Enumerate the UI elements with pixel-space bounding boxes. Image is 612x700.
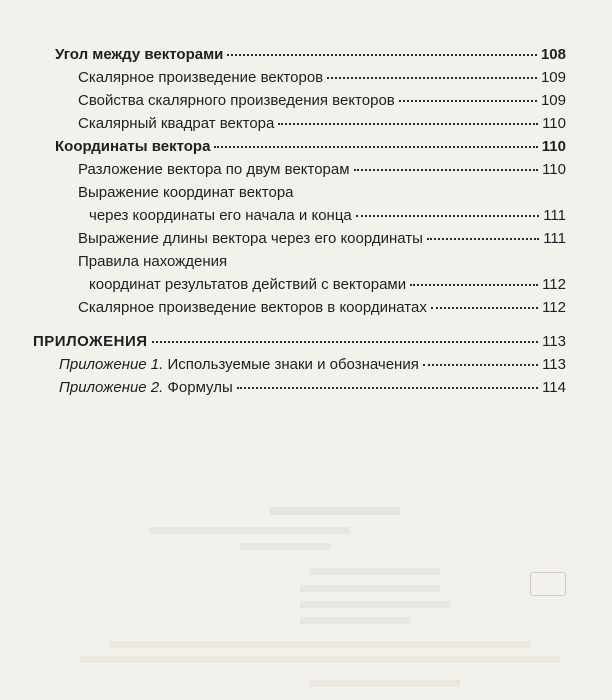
toc-entry-title: Координаты вектора <box>55 138 211 155</box>
toc-entry[interactable] <box>78 230 566 248</box>
toc-entry[interactable] <box>78 161 566 179</box>
toc-entry-page: 113 <box>542 356 566 373</box>
toc-entry[interactable] <box>59 379 566 397</box>
dot-leader <box>423 364 538 366</box>
toc-entry-title: через координаты его начала и конца <box>89 207 352 224</box>
toc-entry-title: Формулы <box>167 379 233 396</box>
toc-entry-page: 111 <box>543 207 566 224</box>
toc-entry-page: 110 <box>542 115 566 132</box>
toc-entry-title: Угол между векторами <box>55 46 224 63</box>
toc-entry[interactable] <box>78 69 566 87</box>
dot-leader <box>214 146 537 148</box>
toc-entry-title: Скалярное произведение векторов в координатах <box>78 299 427 316</box>
toc-entry[interactable] <box>89 276 566 294</box>
dot-leader <box>427 238 539 240</box>
toc-entry-title: Используемые знаки и обозначения <box>167 356 419 373</box>
toc-entry-title: Свойства скалярного произведения векторов <box>78 92 395 109</box>
dot-leader <box>152 341 539 343</box>
dot-leader <box>327 77 537 79</box>
dot-leader <box>354 169 539 171</box>
toc-entry[interactable] <box>89 207 566 225</box>
toc-entry-page: 110 <box>542 161 566 178</box>
toc-entry-page: 112 <box>542 299 566 316</box>
toc-entry-page: 109 <box>540 92 566 109</box>
dot-leader <box>431 307 538 309</box>
toc-entry-page: 112 <box>542 276 566 293</box>
toc-entry-page: 113 <box>542 333 566 350</box>
toc-entry[interactable] <box>78 92 566 110</box>
toc-entry-page: 114 <box>542 379 566 396</box>
appendix-prefix: Приложение 1. <box>59 356 164 373</box>
dot-leader <box>237 387 538 389</box>
toc-entry-page: 111 <box>543 230 566 247</box>
dot-leader <box>278 123 538 125</box>
toc-entry[interactable] <box>55 138 566 156</box>
dot-leader <box>410 284 538 286</box>
toc-entry-title: Разложение вектора по двум векторам <box>78 161 350 178</box>
toc-section-title: ПРИЛОЖЕНИЯ <box>33 333 148 350</box>
dot-leader <box>399 100 537 102</box>
decorative-emblem <box>530 572 566 596</box>
toc-entry-title: Скалярный квадрат вектора <box>78 115 275 132</box>
toc-entry-page: 108 <box>540 46 566 63</box>
appendix-prefix: Приложение 2. <box>59 379 164 396</box>
toc-entry-title-line1: Правила нахождения <box>78 253 228 270</box>
dot-leader <box>227 54 537 56</box>
dot-leader <box>356 215 539 217</box>
toc-entry-page: 109 <box>540 69 566 86</box>
toc-entry[interactable] <box>55 46 566 64</box>
toc-section[interactable] <box>33 333 566 351</box>
toc-entry-page: 110 <box>541 138 566 155</box>
toc-entry[interactable] <box>78 115 566 133</box>
toc-entry-title: Выражение длины вектора через его координаты <box>78 230 423 247</box>
toc-entry[interactable] <box>78 299 566 317</box>
toc-entry-title: Скалярное произведение векторов <box>78 69 324 86</box>
toc-entry-title: координат результатов действий с векторами <box>89 276 407 293</box>
toc-entry[interactable] <box>59 356 566 374</box>
toc-entry-title-line1: Выражение координат вектора <box>78 184 294 201</box>
